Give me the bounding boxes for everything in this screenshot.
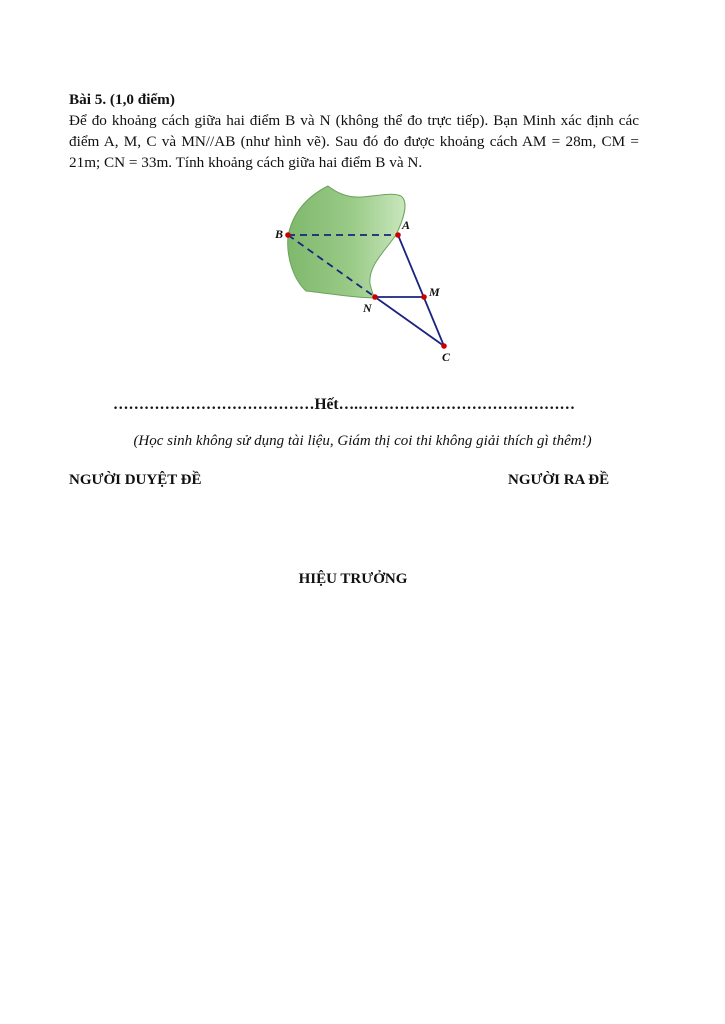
signature-principal: HIỆU TRƯỞNG: [298, 571, 408, 587]
label-A: A: [402, 218, 411, 232]
geometry-diagram: [262, 180, 472, 370]
point-C: [441, 343, 447, 349]
label-N: N: [363, 301, 372, 315]
geometry-figure: [262, 180, 472, 370]
point-N: [372, 294, 378, 300]
exam-note: (Học sinh không sử dụng tài liệu, Giám thị coi thi không giải thích gì thêm!): [133, 433, 592, 449]
point-A: [395, 232, 401, 238]
end-marker: …………………………………Hết….……………………………………: [113, 396, 575, 413]
label-C: C: [442, 350, 451, 364]
problem-block: [69, 89, 639, 173]
label-M: M: [429, 285, 440, 299]
problem-title: Bài 5. (1,0 điểm): [69, 91, 175, 108]
problem-text: Để đo khoảng cách giữa hai điểm B và N (không thể đo trực tiếp). Bạn Minh xác định các điểm A, M, C và MN//AB (như hình vẽ). Sau đó đo được khoảng cách AM = 28m, CM = 21m; CN = 33m. Tính khoảng cách giữa hai điểm B và N.: [69, 112, 639, 171]
label-B: B: [275, 227, 284, 241]
point-M: [421, 294, 427, 300]
signature-author: NGƯỜI RA ĐỀ: [508, 472, 610, 488]
pond-region: [288, 186, 405, 298]
point-B: [285, 232, 291, 238]
signature-approver: NGƯỜI DUYỆT ĐỀ: [69, 472, 202, 488]
